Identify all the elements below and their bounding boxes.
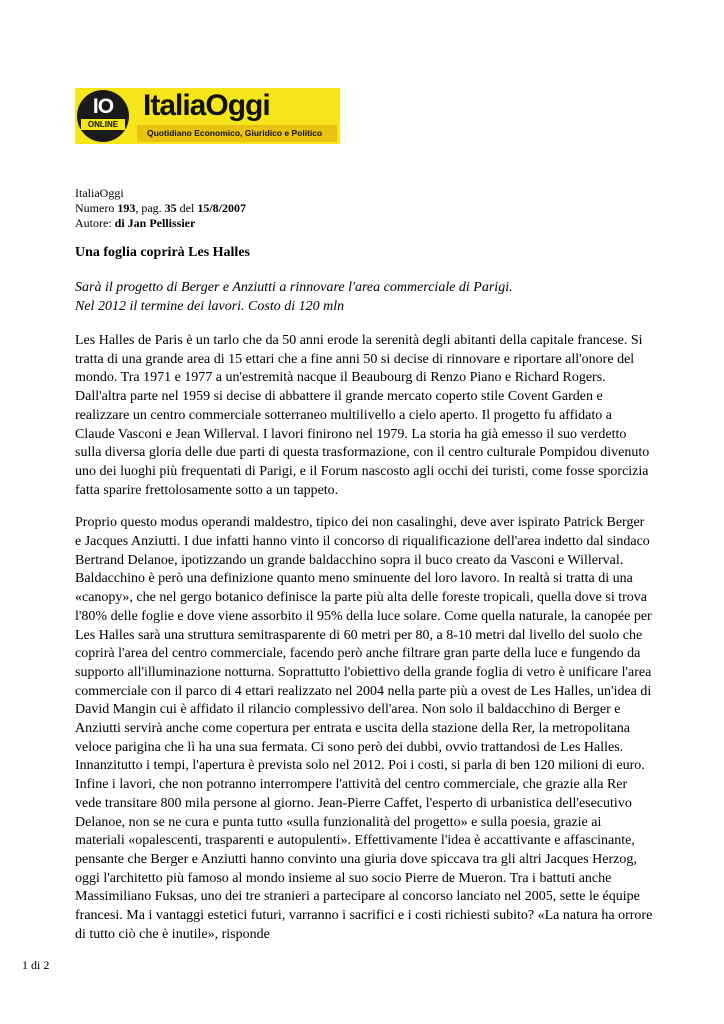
logo-brand-name: ItaliaOggi	[143, 89, 270, 122]
article-meta	[75, 186, 246, 231]
article-paragraph-2: Proprio questo modus operandi maldestro, tipico dei non casalinghi, deve aver ispirato Patrick Berger e Jacques Anziutti. I due infatti hanno vinto il concorso di riqualificazione dell'area indetto dal sindaco Bertrand Delanoe, ipotizzando un grande baldacchino sopra il buco creato da Vasconi e Willerval. Baldacchino è però una definizione quanto meno sminuente del loro lavoro. In realtà si tratta di una «canopy», che nel gergo botanico definisce la parte più alta delle foreste tropicali, quella dove si trova l'80% delle foglie e dove viene assorbito il 95% della luce solare. Come quella naturale, la canopée per Les Halles sarà una struttura semitrasparente di 60 metri per 80, a 8-10 metri dal livello del suolo che coprirà l'area del centro commerciale, facendo però anche filtrare gran parte della luce e fungendo da supporto all'illuminazione notturna. Soprattutto l'obiettivo della grande foglia di vetro è unificare l'area commerciale con il parco di 4 ettari realizzato nel 2004 nella parte più a ovest de Les Halles, un'idea di David Mangin cui è affidato il rilancio complessivo dell'area. Non solo il baldacchino di Berger e Anziutti servirà anche come copertura per entrata e uscita della stazione della Rer, la metropolitana veloce parigina che lì ha una sua fermata. Ci sono però dei dubbi, ovvio trattandosi de Les Halles. Innanzitutto i tempi, l'apertura è prevista solo nel 2012. Poi i costi, si parla di ben 120 milioni di euro. Infine i lavori, che non potranno interrompere l'attività del centro commerciale, che grazie alla Rer vede transitare 800 mila persone al giorno. Jean-Pierre Caffet, l'esperto di urbanistica dell'esecutivo Delanoe, non se ne cura e punta tutto «sulla funzionalità del progetto» e sulla poesia, grazie ai materiali «opalescenti, trasparenti e autopulenti». Effettivamente l'idea è accattivante e affascinante, pensante che Berger e Anziutti hanno convinto una giuria dove spiccava tra gli altri Jacques Herzog, oggi l'architetto più famoso al mondo insieme al suo socio Pierre de Mueron. Tra i battuti anche Massimiliano Fuksas, uno dei tre stranieri a partecipare al concorso lanciato nel 2005, sette le équipe francesi. Ma i vantaggi estetici futuri, varranno i sacrifici e i costi richiesti subito? «La natura ha orrore di tutto ciò che è inutile», risponde	[75, 515, 653, 942]
subtitle-line-2: Nel 2012 il termine dei lavori. Costo di 120 mln	[75, 299, 345, 314]
article-paragraph-1: Les Halles de Paris è un tarlo che da 50 anni erode la serenità degli abitanti della capitale francese. Si tratta di una grande area di 15 ettari che a fine anni 50 si decise di rinnovare e riportare all'onore del mondo. Tra 1971 e 1977 a un'estremità nacque il Beaubourg di Renzo Piano e Richard Rogers. Dall'altra parte nel 1959 si decise di abbattere il grande mercato coperto stile Covent Garden e realizzare un centro commerciale sotterraneo multilivello a cielo aperto. Il progetto fu affidato a Claude Vasconi e Jean Willerval. I lavori finirono nel 1979. La storia ha già emesso il suo verdetto sulla diversa gloria delle due parti di questa trasformazione, con il centro culturale Pompidou divenuto uno dei luoghi più frequentati di Parigi, e il Forum nascosto agli occhi dei turisti, come fosse sporcizia fatta sparire frettolosamente sotto a un tappeto.	[75, 333, 650, 498]
article-title: Una foglia coprirà Les Halles	[75, 245, 250, 260]
meta-issue-line	[75, 201, 246, 216]
meta-source: ItaliaOggi	[75, 186, 124, 200]
io-online-badge	[77, 90, 129, 142]
meta-author-label: Autore:	[75, 216, 112, 230]
meta-pag: 35	[164, 201, 177, 215]
meta-numero-label: Numero	[75, 201, 115, 215]
meta-del-label: del	[179, 201, 195, 215]
meta-date: 15/8/2007	[197, 201, 246, 215]
badge-online-text: ONLINE	[81, 119, 125, 130]
meta-author: di Jan Pellissier	[114, 216, 196, 230]
article-subtitle	[75, 278, 675, 316]
meta-pag-label: , pag.	[135, 201, 162, 215]
meta-author-line	[75, 216, 246, 231]
italiaoggi-logo	[75, 88, 340, 144]
page-indicator: 1 di 2	[22, 958, 50, 972]
article-body	[75, 332, 653, 959]
meta-numero: 193	[117, 201, 136, 215]
badge-io-text: IO	[92, 95, 114, 118]
subtitle-line-1: Sarà il progetto di Berger e Anziutti a rinnovare l'area commerciale di Parigi.	[75, 280, 513, 295]
logo-tagline: Quotidiano Economico, Giuridico e Politico	[147, 128, 323, 138]
